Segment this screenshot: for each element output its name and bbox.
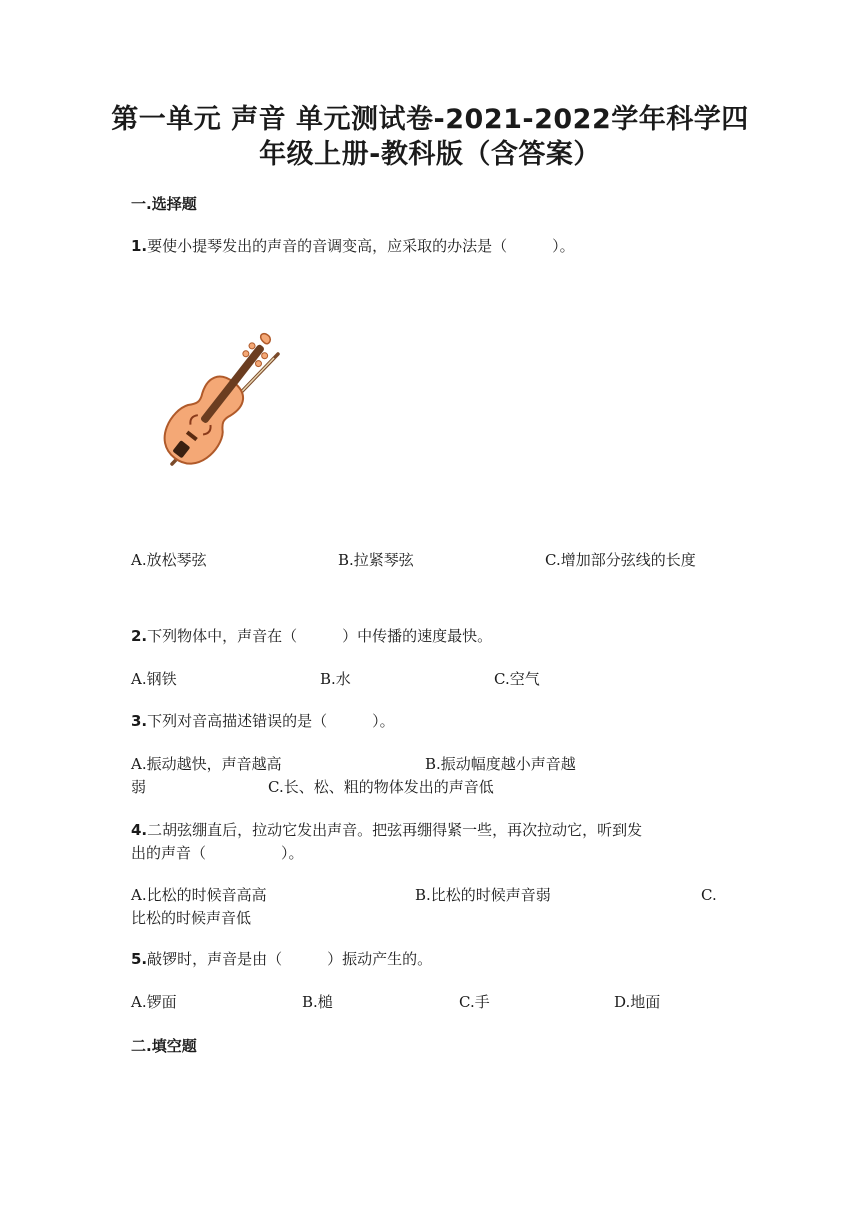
- question-text-line-1: 二胡弦绷直后，拉动它发出声音。把弦再绷得紧一些，再次拉动它，听到发: [147, 821, 643, 839]
- q3-option-b-continued: 弱: [131, 778, 147, 796]
- q5-option-a: A.锣面: [131, 993, 177, 1011]
- question-number: 2.: [131, 627, 148, 645]
- question-number: 5.: [131, 950, 148, 968]
- title-line-2: 年级上册-教科版（含答案）: [259, 139, 601, 170]
- q3-option-a: A.振动越快，声音越高: [131, 755, 282, 773]
- q1-option-a: A.放松琴弦: [131, 551, 207, 569]
- q5-option-d: D.地面: [614, 993, 661, 1011]
- q4-option-c-label: C.: [701, 886, 717, 904]
- question-number: 4.: [131, 821, 148, 839]
- q2-option-a: A.钢铁: [131, 670, 177, 688]
- q3-option-b: B.振动幅度越小声音越: [425, 755, 576, 773]
- question-3: [131, 710, 721, 733]
- question-text: 下列对音高描述错误的是（ ）。: [147, 712, 395, 730]
- q4-option-b: B.比松的时候声音弱: [415, 886, 551, 904]
- question-5: [131, 948, 721, 971]
- question-4: [131, 819, 721, 865]
- q4-option-a: A.比松的时候音高高: [131, 886, 267, 904]
- question-number: 3.: [131, 712, 148, 730]
- q1-option-b: B.拉紧琴弦: [338, 551, 414, 569]
- question-text: 下列物体中，声音在（ ）中传播的速度最快。: [147, 627, 493, 645]
- question-number: 1.: [131, 237, 148, 255]
- q3-option-c: C.长、松、粗的物体发出的声音低: [268, 778, 494, 796]
- question-text-line-2: 出的声音（ ）。: [131, 844, 304, 862]
- q5-option-b: B.槌: [302, 993, 333, 1011]
- question-2: [131, 625, 721, 648]
- section-heading-fill: 二.填空题: [131, 1037, 197, 1055]
- title-line-1: 第一单元 声音 单元测试卷-2021-2022学年科学四: [111, 104, 749, 135]
- q2-option-c: C.空气: [494, 670, 540, 688]
- q1-option-c: C.增加部分弦线的长度: [545, 551, 696, 569]
- page-title: [100, 102, 760, 172]
- section-heading-choice: 一.选择题: [131, 195, 197, 213]
- question-text: 要使小提琴发出的声音的音调变高，应采取的办法是（ ）。: [147, 237, 575, 255]
- violin-illustration: [128, 318, 288, 478]
- q2-option-b: B.水: [320, 670, 351, 688]
- q5-option-c: C.手: [459, 993, 490, 1011]
- q4-option-c-text: 比松的时候声音低: [131, 909, 252, 927]
- question-1: [131, 235, 721, 258]
- question-text: 敲锣时，声音是由（ ）振动产生的。: [147, 950, 433, 968]
